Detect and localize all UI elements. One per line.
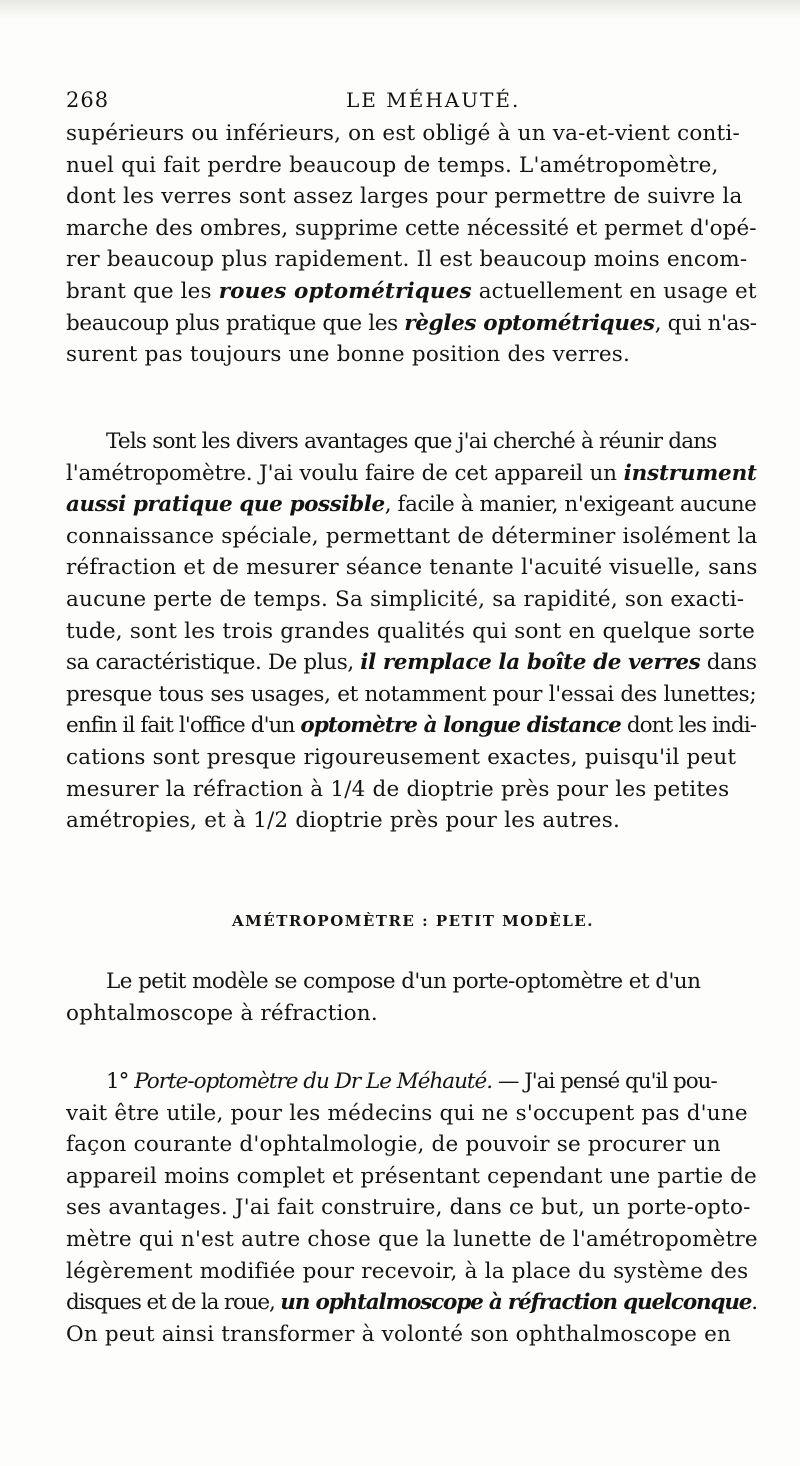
text-line: mesurer la réfraction à 1/4 de dioptrie près pour les petites <box>66 776 730 802</box>
italic-term: un ophtalmoscope à réfraction quelconque <box>280 1290 752 1316</box>
text-run: , qui n'as- <box>654 310 757 336</box>
page-number: 268 <box>66 88 110 112</box>
paragraph-2 <box>66 426 760 837</box>
text-line: aucune perte de temps. Sa simplicité, sa rapidité, son exacti- <box>66 586 745 612</box>
text-line: surent pas toujours une bonne position des verres. <box>66 342 631 368</box>
text-line: dont les verres sont assez larges pour permettre de suivre la <box>66 184 743 210</box>
text-run: beaucoup plus pratique que les <box>66 310 405 336</box>
text-run: l'amétropomètre. J'ai voulu faire de cet appareil un <box>66 460 624 486</box>
text-line <box>66 710 760 742</box>
italic-term: Porte-optomètre du Dr Le Méhauté. <box>134 1069 493 1094</box>
text-line <box>66 308 760 340</box>
text-line: réfraction et de mesurer séance tenante l'acuité visuelle, sans <box>66 555 758 581</box>
text-run: . <box>751 1290 757 1316</box>
text-line <box>66 647 760 679</box>
text-line <box>66 276 760 308</box>
section-heading: AMÉTROPOMÈTRE : PETIT MODÈLE. <box>232 912 594 930</box>
page-top-edge <box>0 0 800 18</box>
paragraph-1 <box>66 118 760 371</box>
italic-term: optomètre à longue distance <box>300 713 621 739</box>
italic-term: règles optométriques <box>404 310 655 336</box>
paragraph-3 <box>66 966 760 1029</box>
text-line <box>66 1066 760 1098</box>
text-run: dont les indi- <box>620 713 757 739</box>
text-line: presque tous ses usages, et notamment pour l'essai des lunettes; <box>66 681 757 707</box>
text-line: tude, sont les trois grandes qualités qui sont en quelque sorte <box>66 618 756 644</box>
italic-term: roues optométriques <box>218 278 472 304</box>
text-line: amétropies, et à 1/2 dioptrie près pour les autres. <box>66 808 620 834</box>
paragraph-4 <box>66 1066 760 1350</box>
page-header <box>66 88 710 118</box>
text-line: ses avantages. J'ai fait construire, dans ce but, un porte-opto- <box>66 1195 751 1221</box>
text-line: mètre qui n'est autre chose que la lunette de l'amétropomètre <box>66 1226 758 1252</box>
text-run: dans <box>700 650 757 676</box>
text-line: On peut ainsi transformer à volonté son ophthalmoscope en <box>66 1321 732 1347</box>
text-run: enfin il fait l'office d'un <box>66 713 301 739</box>
text-line: cations sont presque rigoureusement exactes, puisqu'il peut <box>66 744 737 770</box>
text-line: nuel qui fait perdre beaucoup de temps. L'amétropomètre, <box>66 152 719 178</box>
text-line: marche des ombres, supprime cette nécessité et permet d'opé- <box>66 215 757 241</box>
text-run: — J'ai pensé qu'il pou- <box>492 1069 717 1094</box>
text-line <box>66 489 760 521</box>
text-line: appareil moins complet et présentant cependant une partie de <box>66 1163 757 1189</box>
text-line: ophtalmoscope à réfraction. <box>66 1000 378 1026</box>
italic-term: il remplace la boîte de verres <box>360 650 701 676</box>
text-line: façon courante d'ophtalmologie, de pouvoir se procurer un <box>66 1132 721 1158</box>
text-line: rer beaucoup plus rapidement. Il est beaucoup moins encom- <box>66 247 748 273</box>
text-run: actuellement en usage et <box>471 278 757 304</box>
text-line: connaissance spéciale, permettant de déterminer isolément la <box>66 523 758 549</box>
text-line: vait être utile, pour les médecins qui ne s'occupent pas d'une <box>66 1100 748 1126</box>
text-run: , facile à manier, n'exigeant aucune <box>384 492 757 518</box>
text-line: Le petit modèle se compose d'un porte-optomètre et d'un <box>106 969 701 994</box>
text-line <box>66 458 760 490</box>
italic-term: instrument <box>623 460 757 486</box>
text-line: légèrement modifiée pour recevoir, à la place du système des <box>66 1258 749 1284</box>
text-run: sa caractéristique. De plus, <box>66 650 361 676</box>
text-line: Tels sont les divers avantages que j'ai cherché à réunir dans <box>106 429 717 454</box>
text-run: disques et de la roue, <box>66 1290 281 1316</box>
text-run: brant que les <box>66 278 219 304</box>
italic-term: aussi pratique que possible <box>66 492 385 518</box>
text-run: 1° <box>106 1069 135 1094</box>
text-line: supérieurs ou inférieurs, on est obligé à un va-et-vient conti- <box>66 121 740 146</box>
running-head: LE MÉHAUTÉ. <box>346 88 521 112</box>
text-line <box>66 1287 760 1319</box>
